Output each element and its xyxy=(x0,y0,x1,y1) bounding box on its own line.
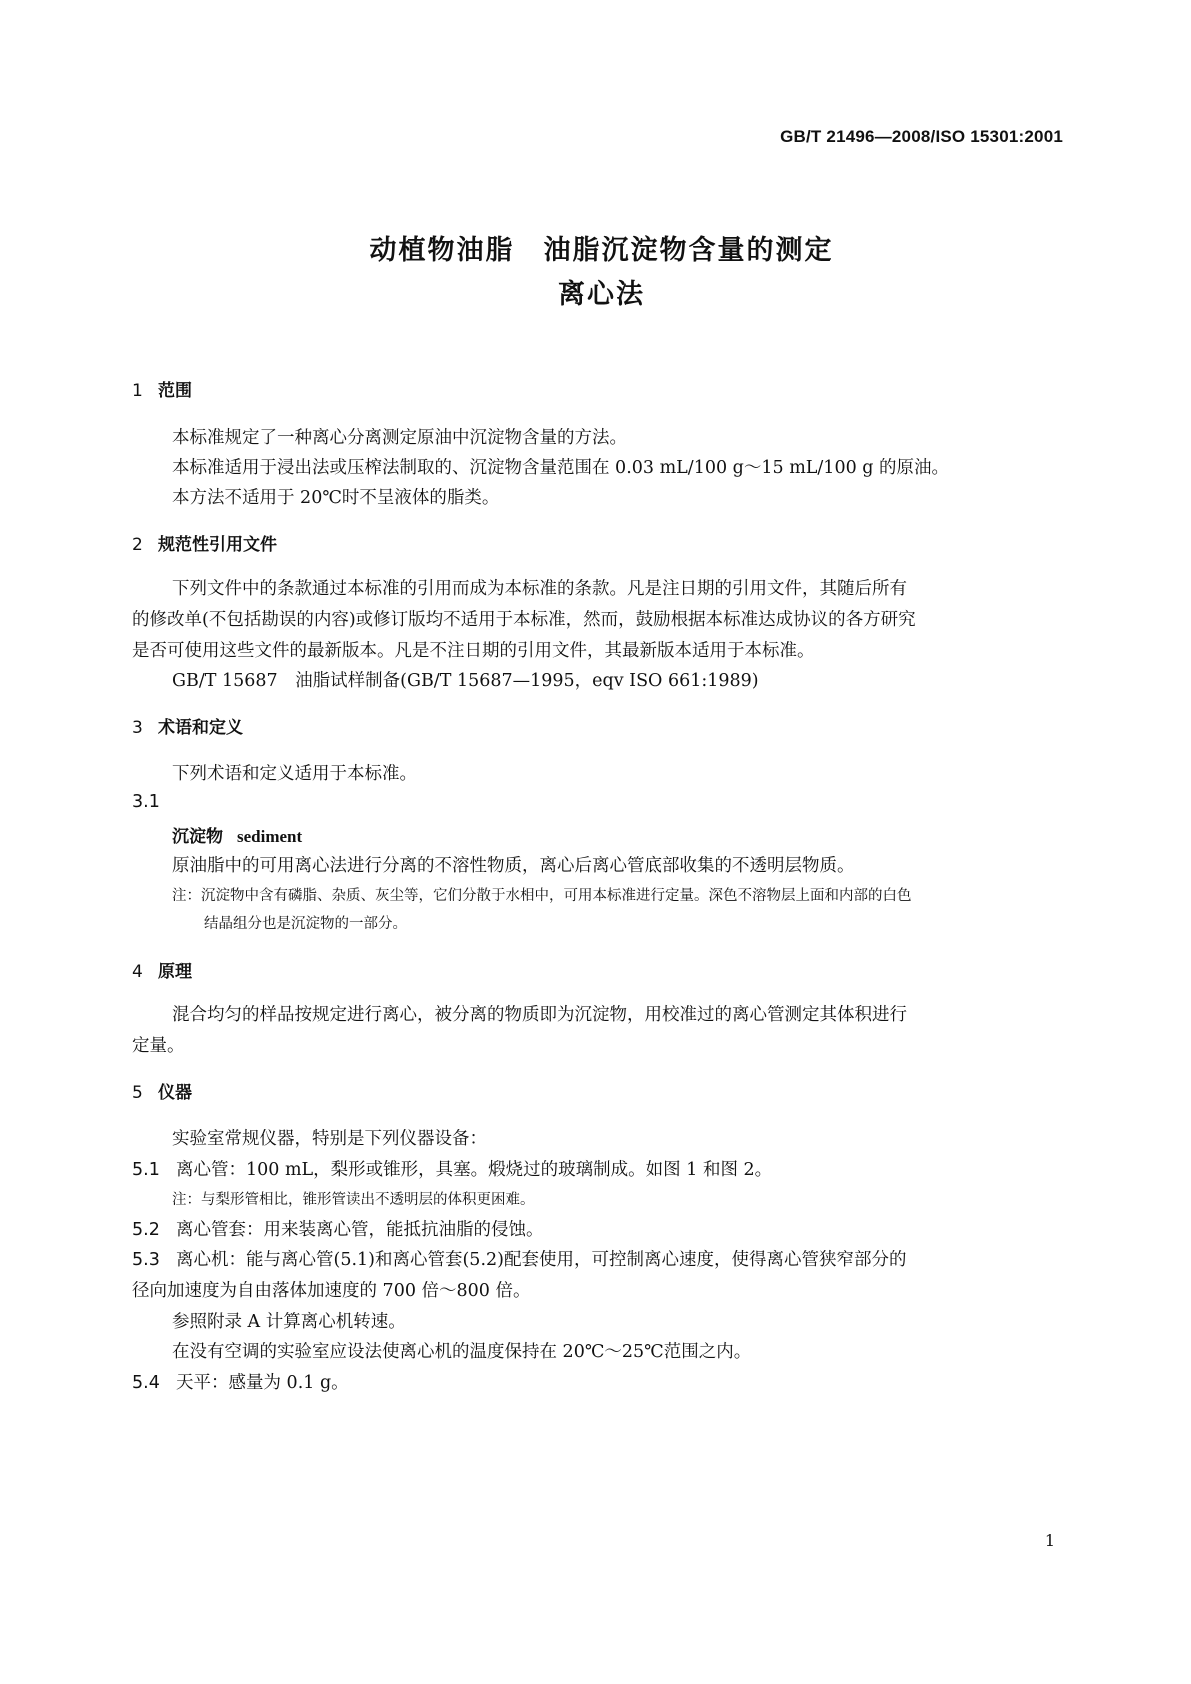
section-title: 范围 xyxy=(158,381,192,401)
note: 注：与梨形管相比，锥形管读出不透明层的体积更困难。 xyxy=(172,1192,535,1208)
section-1-heading xyxy=(132,376,192,401)
paragraph: 参照附录 A 计算离心机转速。 xyxy=(172,1312,406,1332)
item-text: 离心管：100 mL，梨形或锥形，具塞。煅烧过的玻璃制成。如图 1 和图 2。 xyxy=(176,1160,773,1180)
section-number: 1 xyxy=(132,381,143,401)
section-number: 2 xyxy=(132,535,143,555)
subclause-number: 3.1 xyxy=(132,792,160,812)
item-number: 5.2 xyxy=(132,1220,160,1240)
section-number: 4 xyxy=(132,962,143,982)
paragraph-continued: 定量。 xyxy=(132,1036,185,1056)
note-continued: 结晶组分也是沉淀物的一部分。 xyxy=(204,916,407,932)
item-5-2 xyxy=(132,1216,544,1241)
item-number: 5.1 xyxy=(132,1160,160,1180)
section-4-heading xyxy=(132,957,192,982)
section-2-heading xyxy=(132,530,277,555)
paragraph: 本标准适用于浸出法或压榨法制取的、沉淀物含量范围在 0.03 mL/100 g～15 mL/100 g 的原油。 xyxy=(172,458,950,478)
normative-reference: GB/T 15687 油脂试样制备(GB/T 15687—1995，eqv ISO 661:1989) xyxy=(172,671,759,691)
paragraph-continued: 径向加速度为自由落体加速度的 700 倍～800 倍。 xyxy=(132,1281,531,1301)
item-number: 5.3 xyxy=(132,1250,160,1270)
item-text: 天平：感量为 0.1 g。 xyxy=(176,1373,349,1393)
section-3-heading xyxy=(132,713,243,738)
standard-id: GB/T 21496—2008/ISO 15301:2001 xyxy=(780,127,1063,146)
paragraph: 在没有空调的实验室应设法使离心机的温度保持在 20℃～25℃范围之内。 xyxy=(172,1342,752,1362)
section-5-heading xyxy=(132,1078,192,1103)
paragraph: 下列文件中的条款通过本标准的引用而成为本标准的条款。凡是注日期的引用文件，其随后所有 xyxy=(172,579,907,599)
section-number: 3 xyxy=(132,718,143,738)
term-entry xyxy=(172,822,302,847)
paragraph: 混合均匀的样品按规定进行离心，被分离的物质即为沉淀物，用校准过的离心管测定其体积进行 xyxy=(172,1005,907,1025)
document-title: 动植物油脂 油脂沉淀物含量的测定 xyxy=(369,235,834,266)
term-definition: 原油脂中的可用离心法进行分离的不溶性物质，离心后离心管底部收集的不透明层物质。 xyxy=(172,856,855,876)
paragraph-continued: 的修改单(不包括勘误的内容)或修订版均不适用于本标准，然而，鼓励根据本标准达成协议的各方研究 xyxy=(132,610,916,630)
note: 注：沉淀物中含有磷脂、杂质、灰尘等，它们分散于水相中，可用本标准进行定量。深色不溶物层上面和内部的白色 xyxy=(172,888,912,904)
paragraph: 实验室常规仪器，特别是下列仪器设备： xyxy=(172,1129,487,1149)
section-title: 规范性引用文件 xyxy=(158,535,277,555)
section-title: 术语和定义 xyxy=(158,718,243,738)
item-number: 5.4 xyxy=(132,1373,160,1393)
document-subtitle: 离心法 xyxy=(558,279,645,310)
section-title: 仪器 xyxy=(158,1083,192,1103)
section-title: 原理 xyxy=(158,962,192,982)
item-5-4 xyxy=(132,1369,349,1394)
term-english: sediment xyxy=(237,827,303,846)
page-number: 1 xyxy=(1044,1531,1055,1550)
paragraph-continued: 是否可使用这些文件的最新版本。凡是不注日期的引用文件，其最新版本适用于本标准。 xyxy=(132,641,815,661)
paragraph: 本方法不适用于 20℃时不呈液体的脂类。 xyxy=(172,488,500,508)
section-number: 5 xyxy=(132,1083,143,1103)
paragraph: 本标准规定了一种离心分离测定原油中沉淀物含量的方法。 xyxy=(172,428,627,448)
item-text: 离心机：能与离心管(5.1)和离心管套(5.2)配套使用，可控制离心速度，使得离心管狭窄部分的 xyxy=(176,1250,907,1270)
item-5-1 xyxy=(132,1156,772,1181)
item-5-3 xyxy=(132,1246,906,1271)
paragraph: 下列术语和定义适用于本标准。 xyxy=(172,764,417,784)
item-text: 离心管套：用来装离心管，能抵抗油脂的侵蚀。 xyxy=(176,1220,544,1240)
term-chinese: 沉淀物 xyxy=(172,827,223,847)
